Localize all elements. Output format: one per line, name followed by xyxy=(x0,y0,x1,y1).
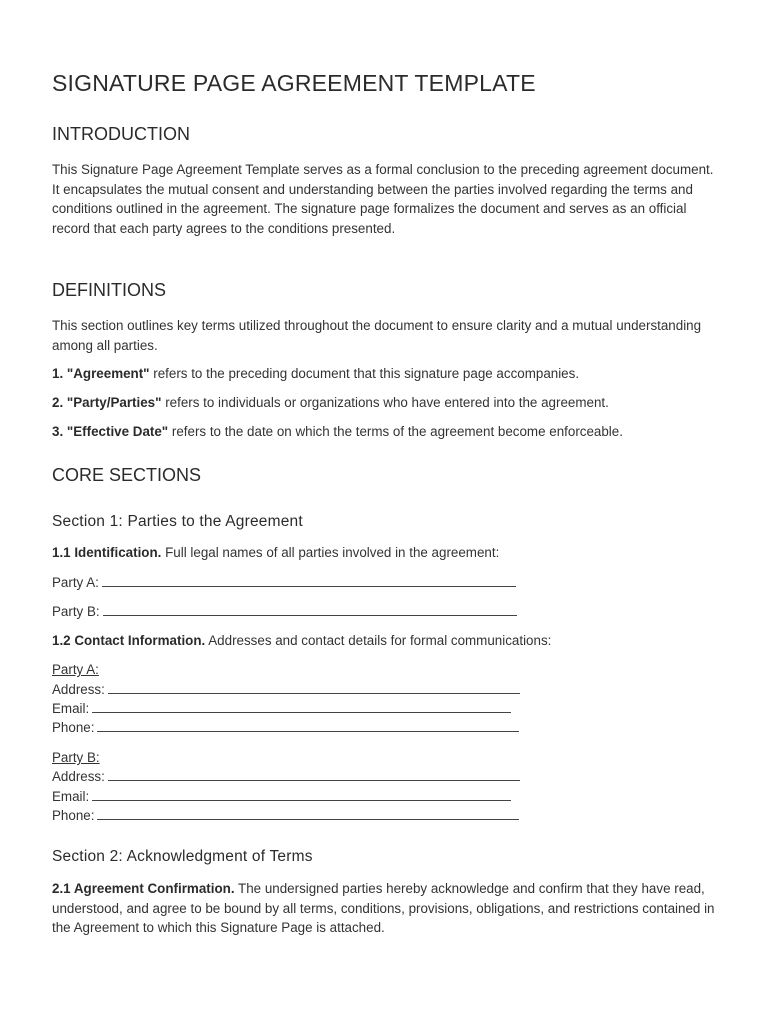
party-b-email-line xyxy=(52,787,511,807)
phone-label: Phone: xyxy=(52,720,95,735)
party-b-contact-heading: Party B: xyxy=(52,750,100,765)
definition-term: 3. "Effective Date" xyxy=(52,424,169,439)
definition-item xyxy=(52,422,623,442)
definition-item xyxy=(52,393,609,413)
party-a-contact-heading: Party A: xyxy=(52,662,99,677)
definition-text: refers to the date on which the terms of the agreement become enforceable. xyxy=(168,424,623,439)
identification-paragraph xyxy=(52,543,499,563)
identification-label: 1.1 Identification. xyxy=(52,545,162,560)
party-a-phone-line xyxy=(52,718,519,738)
party-a-address-field[interactable] xyxy=(108,680,520,694)
identification-text: Full legal names of all parties involved in the agreement: xyxy=(161,545,500,560)
party-b-address-line xyxy=(52,767,520,787)
definition-text: refers to the preceding document that this signature page accompanies. xyxy=(149,366,580,381)
party-a-phone-field[interactable] xyxy=(97,718,519,732)
core-sections-heading: CORE SECTIONS xyxy=(52,465,202,485)
email-label: Email: xyxy=(52,701,90,716)
party-a-name-field[interactable] xyxy=(102,573,516,587)
party-b-name-label: Party B: xyxy=(52,604,100,619)
party-b-name-line xyxy=(52,602,517,622)
contact-label: 1.2 Contact Information. xyxy=(52,633,206,648)
contact-paragraph xyxy=(52,631,551,651)
party-a-email-field[interactable] xyxy=(92,699,511,713)
contact-text: Addresses and contact details for formal communications: xyxy=(205,633,552,648)
party-a-name-label: Party A: xyxy=(52,575,99,590)
party-a-email-line xyxy=(52,699,511,719)
party-b-phone-line xyxy=(52,806,519,826)
definition-term: 2. "Party/Parties" xyxy=(52,395,162,410)
definitions-heading: DEFINITIONS xyxy=(52,280,167,300)
definition-item xyxy=(52,364,579,384)
party-b-email-field[interactable] xyxy=(92,787,511,801)
introduction-heading: INTRODUCTION xyxy=(52,124,190,144)
confirmation-paragraph xyxy=(52,879,722,938)
email-label: Email: xyxy=(52,789,90,804)
section-2-heading: Section 2: Acknowledgment of Terms xyxy=(52,848,313,865)
party-a-address-line xyxy=(52,680,520,700)
definitions-intro: This section outlines key terms utilized throughout the document to ensure clarity and a mutual understanding among all parties. xyxy=(52,318,702,353)
party-b-phone-field[interactable] xyxy=(97,806,519,820)
phone-label: Phone: xyxy=(52,808,95,823)
definition-text: refers to individuals or organizations who have entered into the agreement. xyxy=(161,395,609,410)
introduction-text: This Signature Page Agreement Template serves as a formal conclusion to the preceding agreement document. It encapsulates the mutual consent and understanding between the parties involved regarding the terms and conditions outlined in the agreement. The signature page formalizes the document and serves as an official record that each party agrees to the conditions presented. xyxy=(52,162,714,236)
confirmation-label: 2.1 Agreement Confirmation. xyxy=(52,881,235,896)
party-a-name-line xyxy=(52,573,516,593)
document-title: SIGNATURE PAGE AGREEMENT TEMPLATE xyxy=(52,70,536,96)
party-b-address-field[interactable] xyxy=(108,767,520,781)
address-label: Address: xyxy=(52,769,105,784)
section-1-heading: Section 1: Parties to the Agreement xyxy=(52,513,303,530)
party-b-name-field[interactable] xyxy=(103,602,517,616)
confirmation-text: The undersigned parties hereby acknowledge and confirm that they have read, understood, and agree to be bound by all terms, conditions, provisions, obligations, and restrictions contained in the Agreement to which this Signature Page is attached. xyxy=(52,881,715,936)
definition-term: 1. "Agreement" xyxy=(52,366,150,381)
address-label: Address: xyxy=(52,682,105,697)
